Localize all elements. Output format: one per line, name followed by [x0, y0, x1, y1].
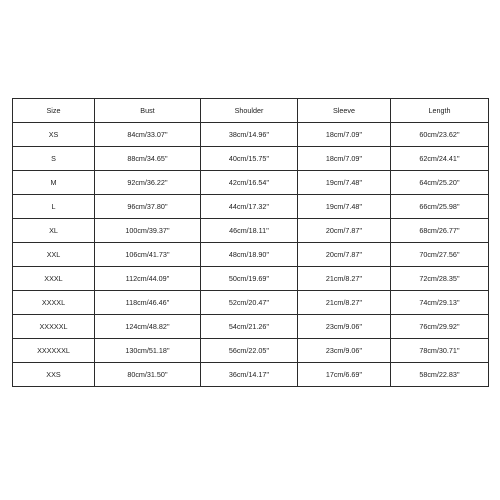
cell-length: 78cm/30.71'' — [391, 339, 489, 363]
cell-sleeve: 23cm/9.06'' — [298, 339, 391, 363]
cell-size: XS — [13, 123, 95, 147]
cell-bust: 84cm/33.07'' — [95, 123, 201, 147]
cell-length: 68cm/26.77'' — [391, 219, 489, 243]
header-sleeve: Sleeve — [298, 99, 391, 123]
cell-bust: 124cm/48.82'' — [95, 315, 201, 339]
cell-bust: 96cm/37.80'' — [95, 195, 201, 219]
size-chart-table — [12, 98, 489, 387]
cell-sleeve: 18cm/7.09'' — [298, 147, 391, 171]
cell-shoulder: 50cm/19.69'' — [201, 267, 298, 291]
cell-shoulder: 36cm/14.17'' — [201, 363, 298, 387]
cell-size: S — [13, 147, 95, 171]
cell-size: XXXXL — [13, 291, 95, 315]
cell-sleeve: 17cm/6.69'' — [298, 363, 391, 387]
cell-bust: 130cm/51.18'' — [95, 339, 201, 363]
table-row — [13, 243, 489, 267]
cell-bust: 88cm/34.65'' — [95, 147, 201, 171]
header-size: Size — [13, 99, 95, 123]
table-row — [13, 195, 489, 219]
table-row — [13, 171, 489, 195]
header-bust: Bust — [95, 99, 201, 123]
cell-bust: 106cm/41.73'' — [95, 243, 201, 267]
cell-sleeve: 23cm/9.06'' — [298, 315, 391, 339]
cell-size: L — [13, 195, 95, 219]
cell-length: 58cm/22.83'' — [391, 363, 489, 387]
table-row — [13, 219, 489, 243]
cell-shoulder: 40cm/15.75'' — [201, 147, 298, 171]
cell-length: 60cm/23.62'' — [391, 123, 489, 147]
cell-bust: 112cm/44.09'' — [95, 267, 201, 291]
cell-sleeve: 19cm/7.48'' — [298, 195, 391, 219]
cell-size: XXXL — [13, 267, 95, 291]
cell-bust: 80cm/31.50'' — [95, 363, 201, 387]
cell-length: 62cm/24.41'' — [391, 147, 489, 171]
cell-length: 74cm/29.13'' — [391, 291, 489, 315]
table-row — [13, 147, 489, 171]
cell-sleeve: 21cm/8.27'' — [298, 291, 391, 315]
cell-size: XXXXXXL — [13, 339, 95, 363]
cell-size: M — [13, 171, 95, 195]
cell-bust: 92cm/36.22'' — [95, 171, 201, 195]
cell-shoulder: 46cm/18.11'' — [201, 219, 298, 243]
cell-bust: 118cm/46.46'' — [95, 291, 201, 315]
cell-sleeve: 21cm/8.27'' — [298, 267, 391, 291]
cell-length: 70cm/27.56'' — [391, 243, 489, 267]
cell-sleeve: 19cm/7.48'' — [298, 171, 391, 195]
cell-length: 64cm/25.20'' — [391, 171, 489, 195]
table-row — [13, 291, 489, 315]
cell-size: XL — [13, 219, 95, 243]
cell-shoulder: 48cm/18.90'' — [201, 243, 298, 267]
header-length: Length — [391, 99, 489, 123]
cell-length: 66cm/25.98'' — [391, 195, 489, 219]
cell-shoulder: 44cm/17.32'' — [201, 195, 298, 219]
table-row — [13, 267, 489, 291]
table-row — [13, 315, 489, 339]
table-row — [13, 123, 489, 147]
header-shoulder: Shoulder — [201, 99, 298, 123]
cell-shoulder: 56cm/22.05'' — [201, 339, 298, 363]
cell-sleeve: 18cm/7.09'' — [298, 123, 391, 147]
cell-shoulder: 42cm/16.54'' — [201, 171, 298, 195]
cell-bust: 100cm/39.37'' — [95, 219, 201, 243]
cell-shoulder: 54cm/21.26'' — [201, 315, 298, 339]
table-row — [13, 363, 489, 387]
cell-shoulder: 38cm/14.96'' — [201, 123, 298, 147]
cell-size: XXL — [13, 243, 95, 267]
table-header-row — [13, 99, 489, 123]
cell-shoulder: 52cm/20.47'' — [201, 291, 298, 315]
cell-size: XXXXXL — [13, 315, 95, 339]
table-row — [13, 339, 489, 363]
cell-size: XXS — [13, 363, 95, 387]
cell-length: 72cm/28.35'' — [391, 267, 489, 291]
cell-sleeve: 20cm/7.87'' — [298, 243, 391, 267]
cell-length: 76cm/29.92'' — [391, 315, 489, 339]
cell-sleeve: 20cm/7.87'' — [298, 219, 391, 243]
